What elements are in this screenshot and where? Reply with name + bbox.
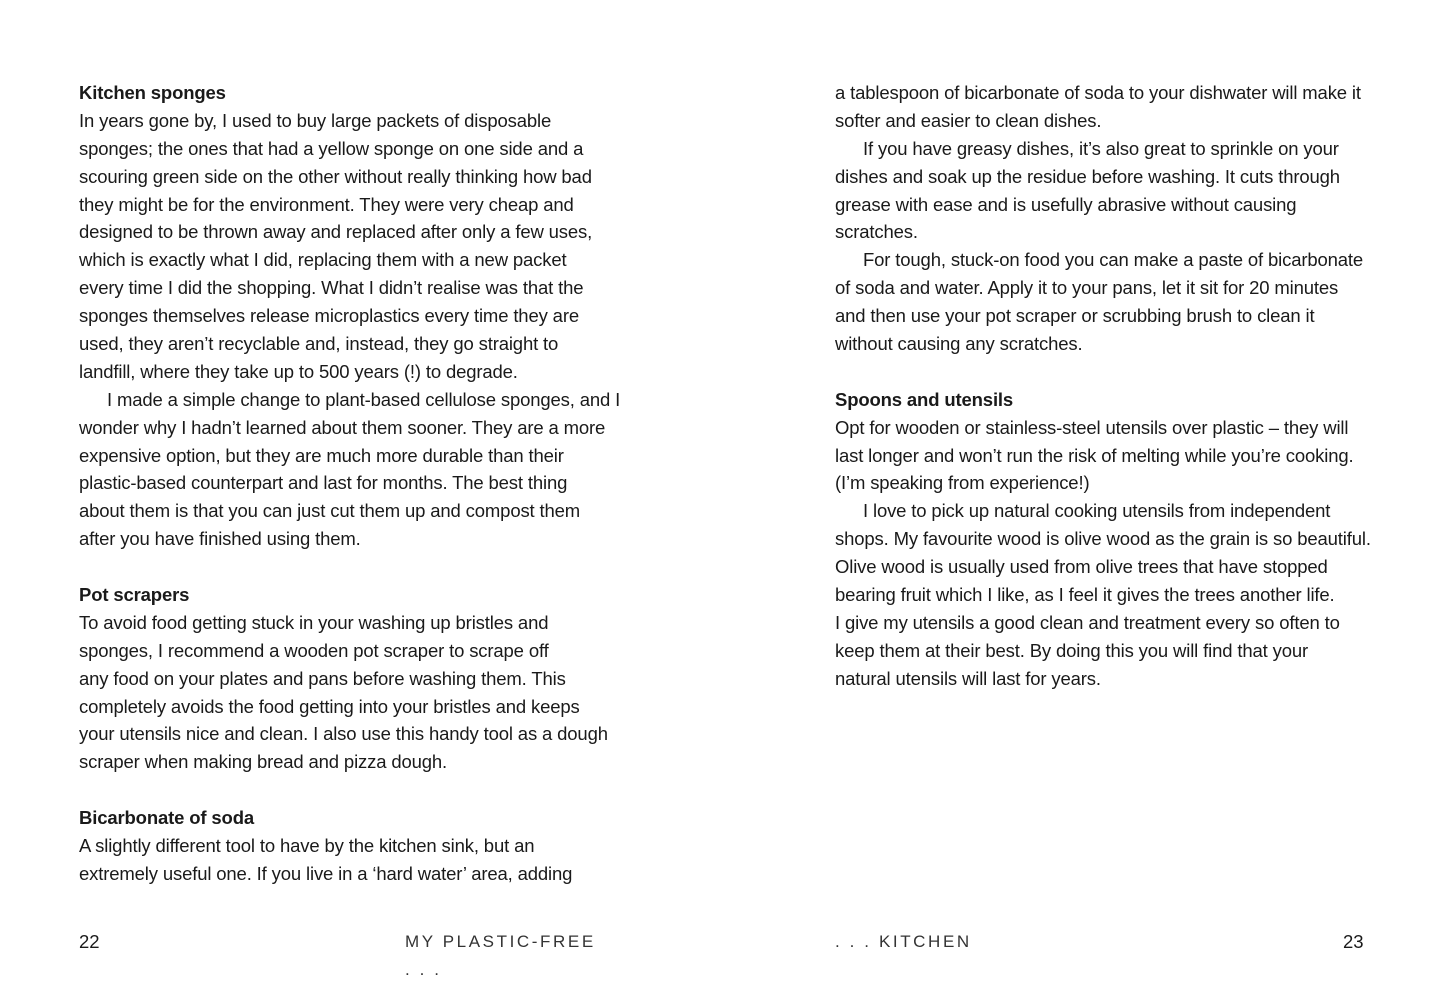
text-line: bearing fruit which I like, as I feel it gives the trees another life. [835,584,1335,606]
section-spacer [79,553,614,581]
text-line-indented: I love to pick up natural cooking utensils from independent [863,500,1331,522]
text-line: designed to be thrown away and replaced after only a few uses, [79,221,593,243]
text-line: (I’m speaking from experience!) [835,472,1090,494]
text-line: shops. My favourite wood is olive wood as the grain is so beautiful. [835,528,1371,550]
text-line: sponges, I recommend a wooden pot scraper to scrape off [79,639,549,661]
text-line: landfill, where they take up to 500 years (!) to degrade. [79,360,518,382]
text-line: completely avoids the food getting into your bristles and keeps [79,695,580,717]
text-line: softer and easier to clean dishes. [835,109,1102,131]
text-line: Opt for wooden or stainless-steel utensils over plastic – they will [835,416,1349,438]
text-line: plastic-based counterpart and last for months. The best thing [79,472,568,494]
text-line: scouring green side on the other without really thinking how bad [79,165,592,187]
text-line: In years gone by, I used to buy large packets of disposable [79,109,552,131]
text-line: To avoid food getting stuck in your washing up bristles and [79,611,549,633]
text-line: and then use your pot scraper or scrubbing brush to clean it [835,305,1315,327]
right-page-text-column [835,79,1370,693]
section-heading-pot-scrapers: Pot scrapers [79,584,190,606]
page-number-left: 22 [79,931,100,952]
text-line: they might be for the environment. They were very cheap and [79,193,574,215]
text-line: sponges themselves release microplastics every time they are [79,305,579,327]
text-line: Olive wood is usually used from olive trees that have stopped [835,556,1328,578]
section-heading-kitchen-sponges: Kitchen sponges [79,82,226,103]
text-line: natural utensils will last for years. [835,667,1101,689]
text-line: keep them at their best. By doing this you will find that your [835,639,1308,661]
text-line: used, they aren’t recyclable and, instead, they go straight to [79,333,559,355]
page-number-right: 23 [1343,931,1364,952]
text-line: your utensils nice and clean. I also use this handy tool as a dough [79,723,608,745]
section-spacer [835,358,1370,386]
section-spacer [79,776,614,804]
text-line: dishes and soak up the residue before washing. It cuts through [835,165,1340,187]
text-line: any food on your plates and pans before washing them. This [79,667,566,689]
text-line: extremely useful one. If you live in a ‘hard water’ area, adding [79,862,573,884]
text-line-indented: For tough, stuck-on food you can make a paste of bicarbonate [863,249,1364,271]
text-line: I give my utensils a good clean and treatment every so often to [835,611,1340,633]
left-page-text-column [79,79,621,888]
text-line: scraper when making bread and pizza dough. [79,751,448,773]
text-line: about them is that you can just cut them up and compost them [79,500,581,522]
text-line: grease with ease and is usefully abrasive without causing [835,193,1297,215]
section-heading-spoons-and-utensils: Spoons and utensils [835,388,1014,410]
running-head-right: . . . KITCHEN [835,932,972,951]
text-line: scratches. [835,221,918,243]
text-line: of soda and water. Apply it to your pans, let it sit for 20 minutes [835,277,1339,299]
text-line: wonder why I hadn’t learned about them sooner. They are a more [79,416,606,438]
running-head-left: MY PLASTIC-FREE . . . [405,932,596,979]
text-line-indented: If you have greasy dishes, it’s also great to sprinkle on your [863,137,1339,159]
text-line: expensive option, but they are much more durable than their [79,444,564,466]
text-line: A slightly different tool to have by the kitchen sink, but an [79,835,535,857]
section-heading-bicarbonate-of-soda: Bicarbonate of soda [79,807,254,829]
text-line-indented: I made a simple change to plant-based cellulose sponges, and I [107,388,621,410]
text-line: without causing any scratches. [835,333,1083,355]
text-line: a tablespoon of bicarbonate of soda to your dishwater will make it [835,82,1361,103]
text-line: which is exactly what I did, replacing them with a new packet [79,249,567,271]
text-line: after you have finished using them. [79,528,361,550]
text-line: sponges; the ones that had a yellow sponge on one side and a [79,137,584,159]
text-line: every time I did the shopping. What I didn’t realise was that the [79,277,584,299]
text-line: last longer and won’t run the risk of melting while you’re cooking. [835,444,1354,466]
